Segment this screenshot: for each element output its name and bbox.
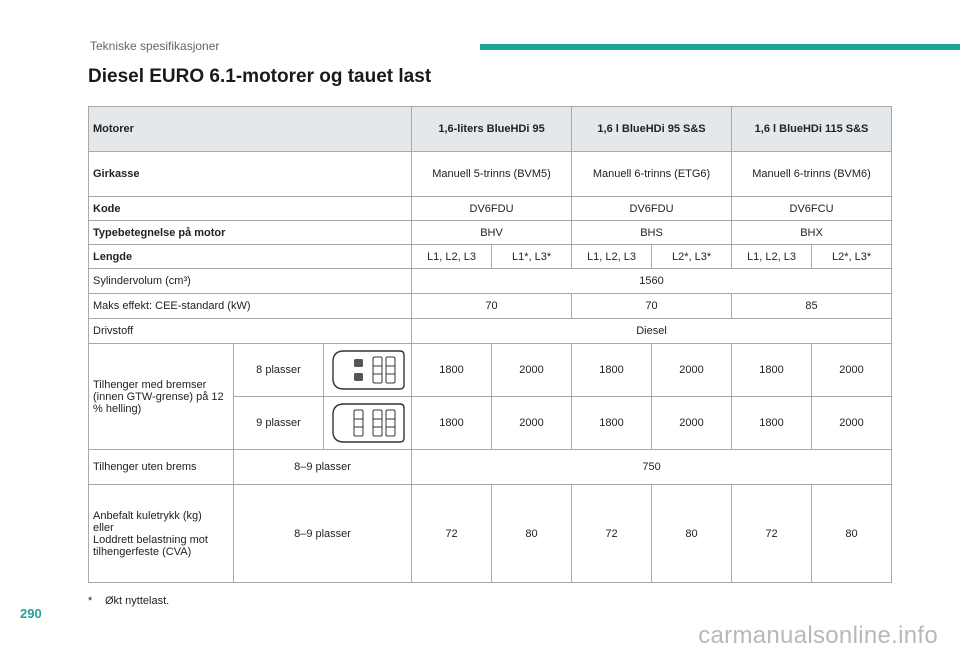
cell: L2*, L3* xyxy=(652,245,732,269)
cell: 70 xyxy=(572,294,732,319)
cell: 750 xyxy=(412,450,892,485)
page-number: 290 xyxy=(20,606,42,621)
row-label-typebetegnelse: Typebetegnelse på motor xyxy=(89,221,412,245)
cell: 2000 xyxy=(492,397,572,450)
cell: DV6FDU xyxy=(572,197,732,221)
cell: 2000 xyxy=(812,397,892,450)
row-label-maks-effekt: Maks effekt: CEE-standard (kW) xyxy=(89,294,412,319)
table-row xyxy=(89,485,892,583)
cell: 72 xyxy=(572,485,652,583)
row-label-drivstoff: Drivstoff xyxy=(89,319,412,344)
cell: 1800 xyxy=(732,397,812,450)
cell: BHX xyxy=(732,221,892,245)
section-label: Tekniske spesifikasjoner xyxy=(90,39,220,53)
kuletrykk-line-2: eller xyxy=(93,521,114,534)
cell: 1800 xyxy=(572,397,652,450)
table-row xyxy=(89,152,892,197)
cell: DV6FCU xyxy=(732,197,892,221)
table-header-row xyxy=(89,107,892,152)
cell: L2*, L3* xyxy=(812,245,892,269)
sub-label-8-plasser: 8 plasser xyxy=(234,344,324,397)
page-title: Diesel EURO 6.1-motorer og tauet last xyxy=(88,66,432,87)
cell: 72 xyxy=(412,485,492,583)
cell: 80 xyxy=(812,485,892,583)
table-row xyxy=(89,294,892,319)
row-label-kuletrykk xyxy=(89,485,234,583)
cell: 1800 xyxy=(412,344,492,397)
cell: L1, L2, L3 xyxy=(572,245,652,269)
row-label-girkasse: Girkasse xyxy=(89,152,412,197)
kuletrykk-line-1: Anbefalt kuletrykk (kg) xyxy=(93,509,202,522)
cell: DV6FDU xyxy=(412,197,572,221)
table-row xyxy=(89,245,892,269)
cell: L1, L2, L3 xyxy=(412,245,492,269)
seat-layout-8-icon xyxy=(324,344,412,397)
header-motorer: Motorer xyxy=(89,107,412,152)
row-label-tilhenger-uten: Tilhenger uten brems xyxy=(89,450,234,485)
watermark: carmanualsonline.info xyxy=(698,622,938,649)
cell: L1*, L3* xyxy=(492,245,572,269)
cell: 85 xyxy=(732,294,892,319)
header-accent-bar xyxy=(480,44,960,50)
footnote xyxy=(88,595,169,607)
table-row xyxy=(89,221,892,245)
header-engine3: 1,6 l BlueHDi 115 S&S xyxy=(732,107,892,152)
sub-label-9-plasser: 9 plasser xyxy=(234,397,324,450)
header-engine2: 1,6 l BlueHDi 95 S&S xyxy=(572,107,732,152)
cell: 2000 xyxy=(652,397,732,450)
cell: 1800 xyxy=(412,397,492,450)
cell: Manuell 6-trinns (BVM6) xyxy=(732,152,892,197)
row-label-kode: Kode xyxy=(89,197,412,221)
sub-label-8-9-plasser: 8–9 plasser xyxy=(234,485,412,583)
cell: L1, L2, L3 xyxy=(732,245,812,269)
engine-spec-table xyxy=(88,106,892,583)
cell: 80 xyxy=(492,485,572,583)
header-engine1: 1,6-liters BlueHDi 95 xyxy=(412,107,572,152)
cell: Manuell 5-trinns (BVM5) xyxy=(412,152,572,197)
row-label-lengde: Lengde xyxy=(89,245,412,269)
footnote-mark: * xyxy=(88,595,93,607)
cell: 2000 xyxy=(652,344,732,397)
footnote-text: Økt nyttelast. xyxy=(105,595,170,607)
table-row xyxy=(89,450,892,485)
cell: BHS xyxy=(572,221,732,245)
row-label-sylindervolum: Sylindervolum (cm³) xyxy=(89,269,412,294)
kuletrykk-line-3: Loddrett belastning mot xyxy=(93,533,208,546)
cell: 70 xyxy=(412,294,572,319)
kuletrykk-line-4: tilhengerfeste (CVA) xyxy=(93,545,192,558)
cell: BHV xyxy=(412,221,572,245)
cell: 1560 xyxy=(412,269,892,294)
cell: 72 xyxy=(732,485,812,583)
seat-layout-9-icon xyxy=(324,397,412,450)
row-label-tilhenger-bremser: Tilhenger med bremser (innen GTW-grense) på 12 % helling) xyxy=(89,344,234,450)
sub-label-8-9-plasser: 8–9 plasser xyxy=(234,450,412,485)
cell: 1800 xyxy=(572,344,652,397)
cell: 1800 xyxy=(732,344,812,397)
cell: 2000 xyxy=(812,344,892,397)
cell: 2000 xyxy=(492,344,572,397)
table-row xyxy=(89,344,892,397)
cell: Diesel xyxy=(412,319,892,344)
cell: 80 xyxy=(652,485,732,583)
table-row xyxy=(89,197,892,221)
table-row xyxy=(89,319,892,344)
table-row xyxy=(89,269,892,294)
cell: Manuell 6-trinns (ETG6) xyxy=(572,152,732,197)
